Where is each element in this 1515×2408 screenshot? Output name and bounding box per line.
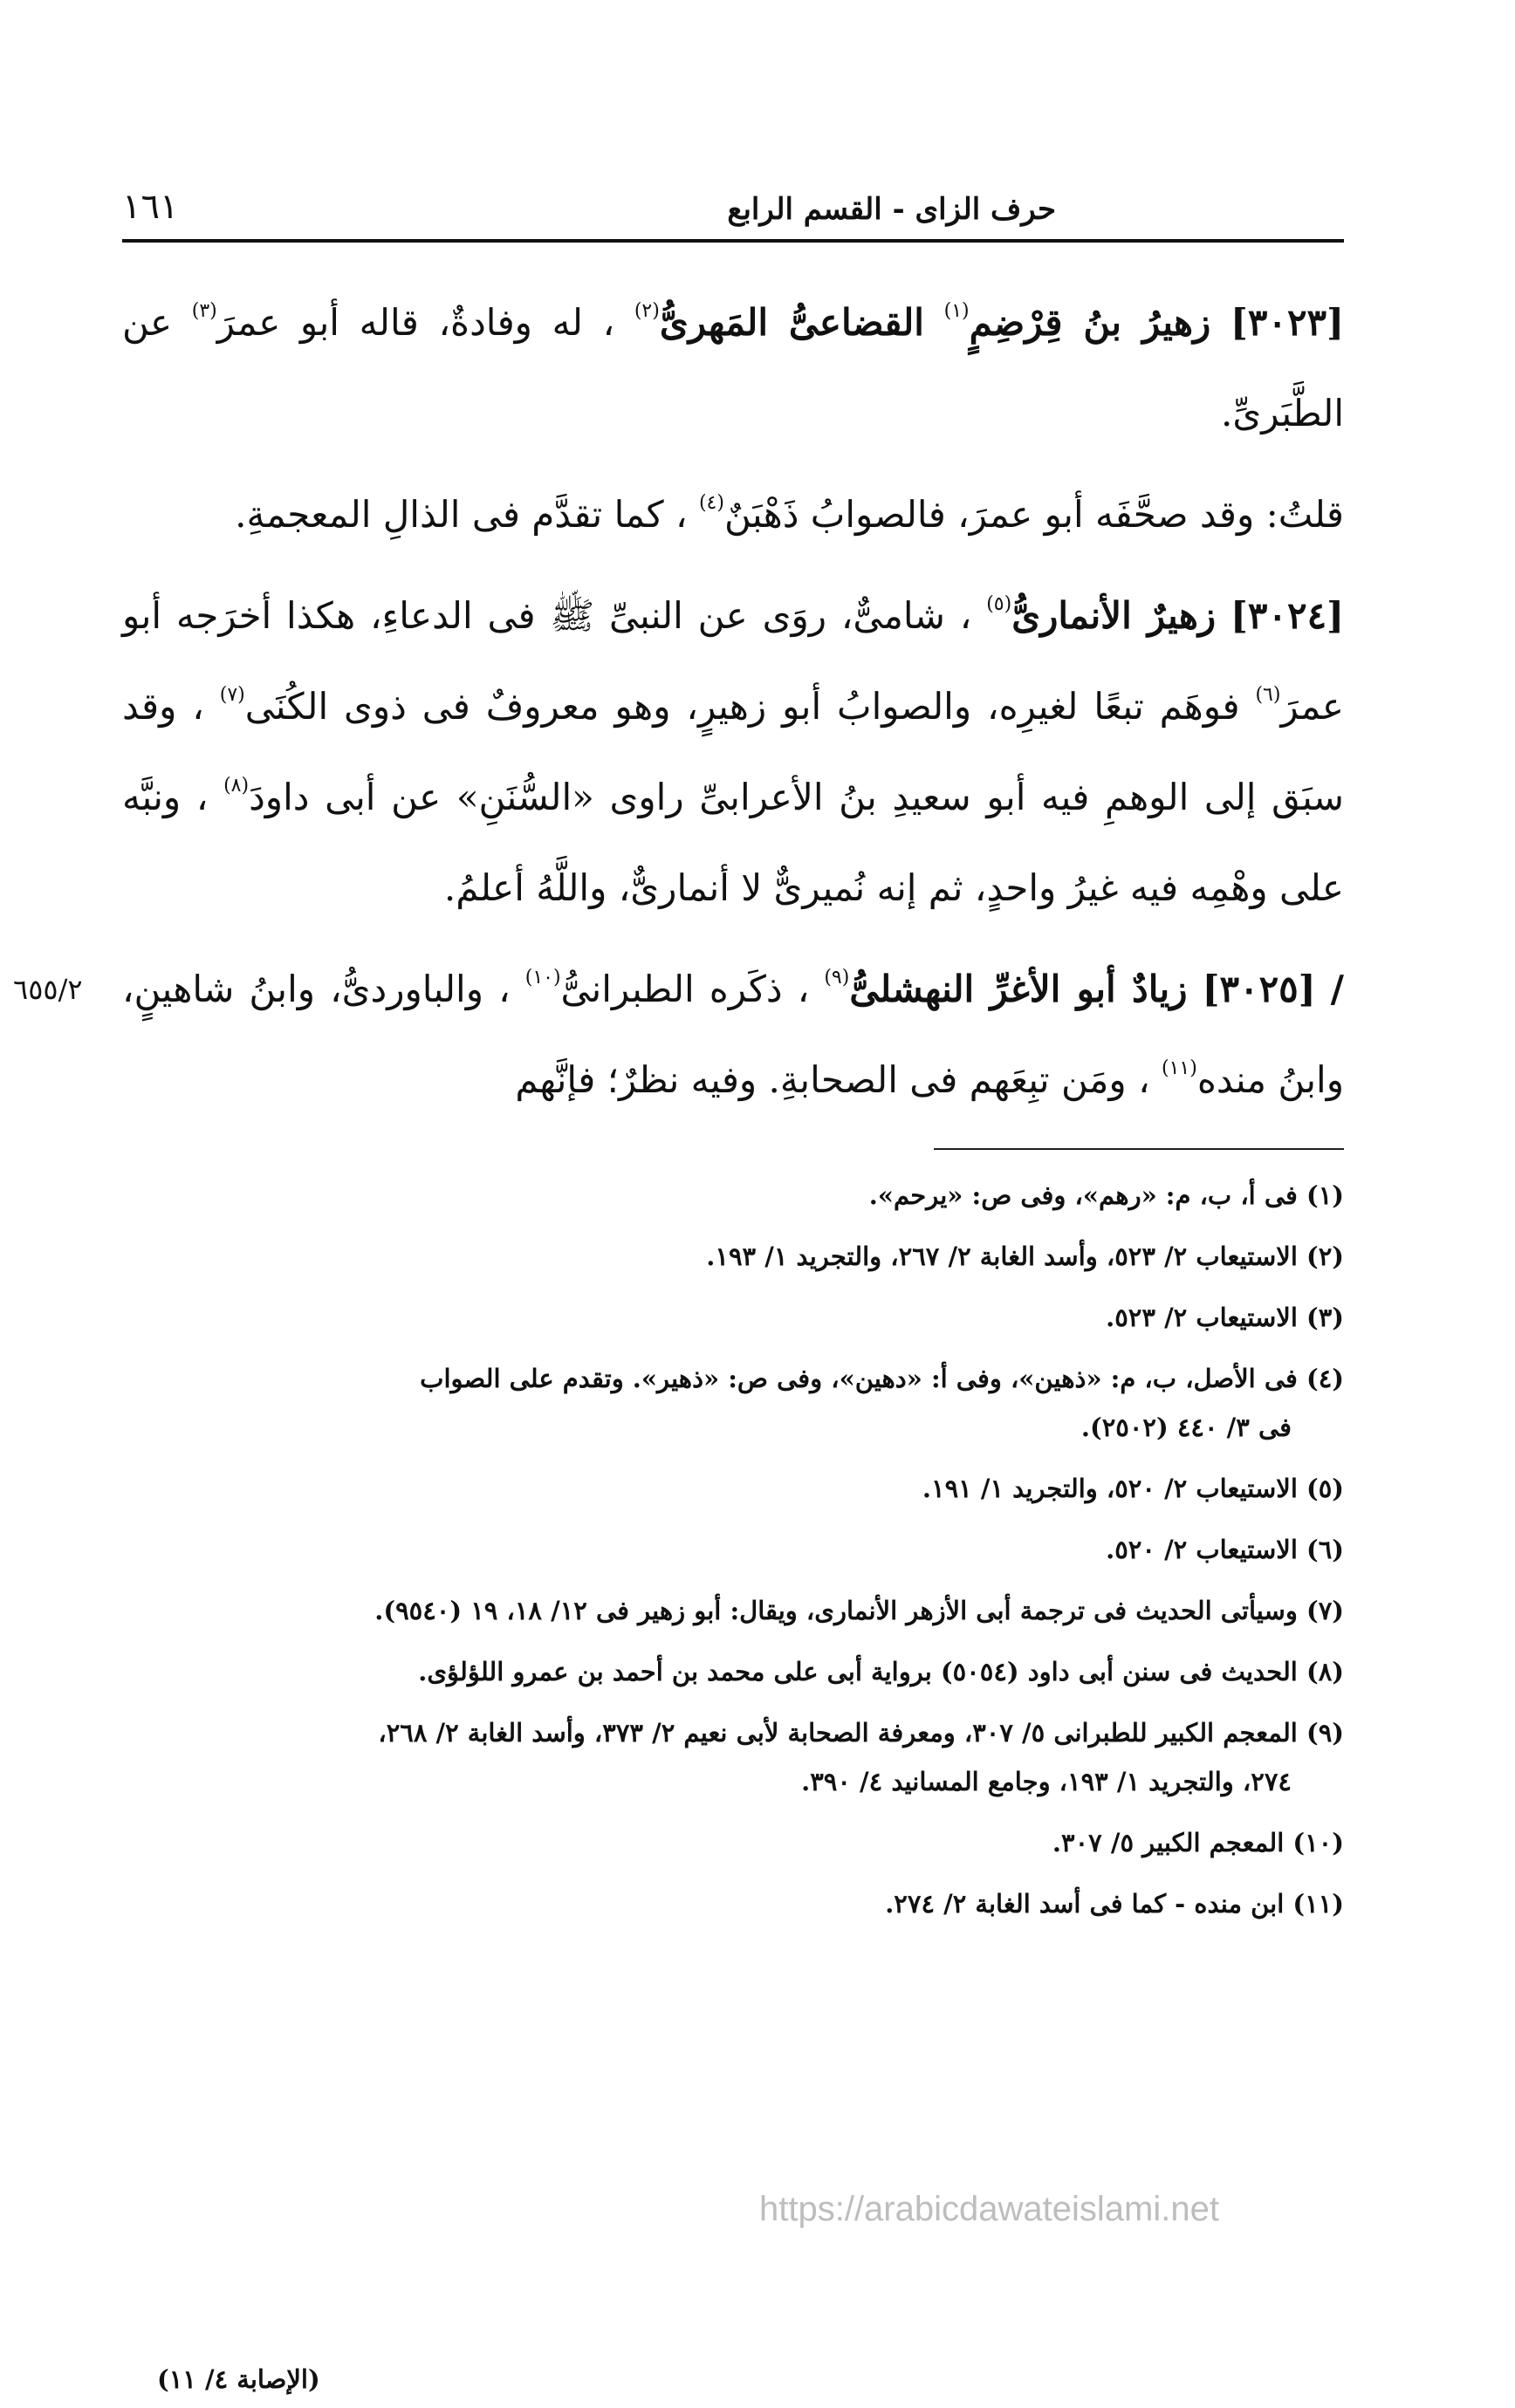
entry-text: فوهَم تبعًا لغيرِه، والصوابُ أبو زهيرٍ، وهو معروفٌ فى ذوى الكُنَى	[244, 685, 1240, 728]
page-content	[13, 166, 1345, 2394]
footnote-9-line-1: (٩) المعجم الكبير للطبرانى ٥/ ٣٠٧، ومعرفة الصحابة لأبى نعيم ٢/ ٣٧٣، وأسد الغابة ٢/ ٢٦٨،	[378, 1718, 1344, 1748]
entry-number: [٣٠٢٤]	[1231, 594, 1344, 637]
footnote-4	[122, 1354, 1344, 1452]
entry-text: ، كما تقدَّم فى الذالِ المعجمةِ.	[235, 493, 688, 536]
page-number: ١٦١	[122, 187, 179, 227]
margin-page-reference: ٦٥٥/٢	[13, 973, 83, 1006]
footnote-ref: (٣)	[191, 300, 217, 322]
entry-text: عن الطَّبَرىِّ.	[122, 301, 1344, 434]
printer-signature: (الإصابة ٤/ ١١)	[157, 2364, 320, 2394]
page-break-mark: /	[1330, 968, 1345, 1010]
entry-name: زهيرٌ الأنمارىُّ	[1011, 594, 1217, 637]
entry-text: ، له وفادةٌ، قاله أبو عمرَ	[216, 301, 615, 344]
main-text	[13, 277, 1345, 1125]
footnote-ref: (٦)	[1255, 684, 1281, 706]
footnote-4-line-1: (٤) فى الأصل، ب، م: «ذهين»، وفى أ: «دهين»، وفى ص: «ذهير». وتقدم على الصواب	[420, 1364, 1344, 1393]
footnote-11: (١١) ابن منده - كما فى أسد الغابة ٢/ ٢٧٤.	[885, 1889, 1344, 1919]
footnote-ref: (٥)	[986, 593, 1012, 615]
entry-text: قلتُ: وقد صحَّفَه أبو عمرَ، فالصوابُ ذَهْبَنٌ	[723, 493, 1344, 536]
footnote-5: (٥) الاستيعاب ٢/ ٥٢٠، والتجريد ١/ ١٩١.	[922, 1474, 1344, 1503]
header-rule	[122, 239, 1344, 243]
footnote-8: (٨) الحديث فى سنن أبى داود (٥٠٥٤) برواية أبى على محمد بن أحمد بن عمرو اللؤلؤى.	[418, 1657, 1344, 1686]
footnote-ref: (١١)	[1161, 1057, 1197, 1079]
entry-3023	[122, 277, 1344, 459]
footnote-ref: (٨)	[223, 775, 250, 797]
footnote-rule	[934, 1148, 1344, 1150]
page-footer	[122, 2364, 1344, 2408]
footnote-ref: (١)	[943, 300, 970, 322]
entry-text: ، والباوردىُّ، وابنُ شاهينٍ، وابنُ منده	[122, 968, 1344, 1101]
entry-text: ، ونبَّه على وهْمِه فيه غيرُ واحدٍ، ثم إنه نُميرىٌّ لا أنمارىٌّ، واللَّهُ أعلمُ.	[122, 776, 1344, 909]
entry-name: زيادٌ أبو الأغرِّ النهشلىُّ	[849, 968, 1188, 1010]
footnote-7: (٧) وسيأتى الحديث فى ترجمة أبى الأزهر الأنمارى، ويقال: أبو زهير فى ١٢/ ١٨، ١٩ (٩٥٤٠).	[374, 1596, 1344, 1625]
footnote-ref: (٧)	[219, 684, 245, 706]
footnote-4-line-2: فى ٣/ ٤٤٠ (٢٥٠٢).	[1080, 1413, 1292, 1442]
running-title: حرف الزاى - القسم الرابع	[727, 192, 1056, 227]
footnote-ref: (١٠)	[524, 967, 561, 989]
editor-comment	[122, 469, 1344, 560]
footnotes	[122, 1171, 1344, 1928]
footnote-ref: (٩)	[824, 967, 850, 989]
page-header	[122, 166, 1344, 227]
entry-number: [٣٠٢٣]	[1230, 301, 1344, 344]
entry-3024	[122, 571, 1344, 934]
entry-text: ، ومَن تبِعَهم فى الصحابةِ. وفيه نظرٌ؛ فإنَّهم	[515, 1058, 1150, 1101]
footnote-3: (٣) الاستيعاب ٢/ ٥٢٣.	[1106, 1303, 1344, 1332]
entry-number: [٣٠٢٥]	[1202, 968, 1316, 1010]
footnote-10: (١٠) المعجم الكبير ٥/ ٣٠٧.	[1052, 1828, 1344, 1857]
watermark-url: https://arabicdawateislami.net	[759, 2190, 1219, 2228]
entry-3025	[13, 944, 1345, 1125]
entry-text: ، شامىٌّ، روَى عن النبىِّ ﷺ فى الدعاءِ، هكذا أخرَجه أبو عمرَ	[122, 594, 1344, 728]
footnote-ref: (٢)	[634, 300, 660, 322]
footnote-ref: (٤)	[698, 492, 724, 514]
footnote-1: (١) فى أ، ب، م: «رهم»، وفى ص: «يرحم».	[868, 1180, 1344, 1210]
entry-name-nisba: القضاعىُّ المَهرىُّ	[659, 301, 924, 344]
footnote-9-line-2: ٢٧٤، والتجريد ١/ ١٩٣، وجامع المسانيد ٤/ ٣٩٠.	[801, 1767, 1292, 1796]
entry-text: ، ذكَره الطبرانىُّ	[560, 968, 810, 1010]
entry-name: زهيرُ بنُ قِرْضِمٍ	[969, 301, 1211, 344]
footnote-6: (٦) الاستيعاب ٢/ ٥٢٠.	[1106, 1535, 1344, 1564]
entry-text: ، وقد سبَق إلى الوهمِ فيه أبو سعيدِ بنُ الأعرابىِّ راوى «السُّنَنِ» عن أبى داودَ	[122, 685, 1344, 818]
footnote-2: (٢) الاستيعاب ٢/ ٥٢٣، وأسد الغابة ٢/ ٢٦٧، والتجريد ١/ ١٩٣.	[706, 1242, 1344, 1271]
footnote-9	[122, 1708, 1344, 1806]
